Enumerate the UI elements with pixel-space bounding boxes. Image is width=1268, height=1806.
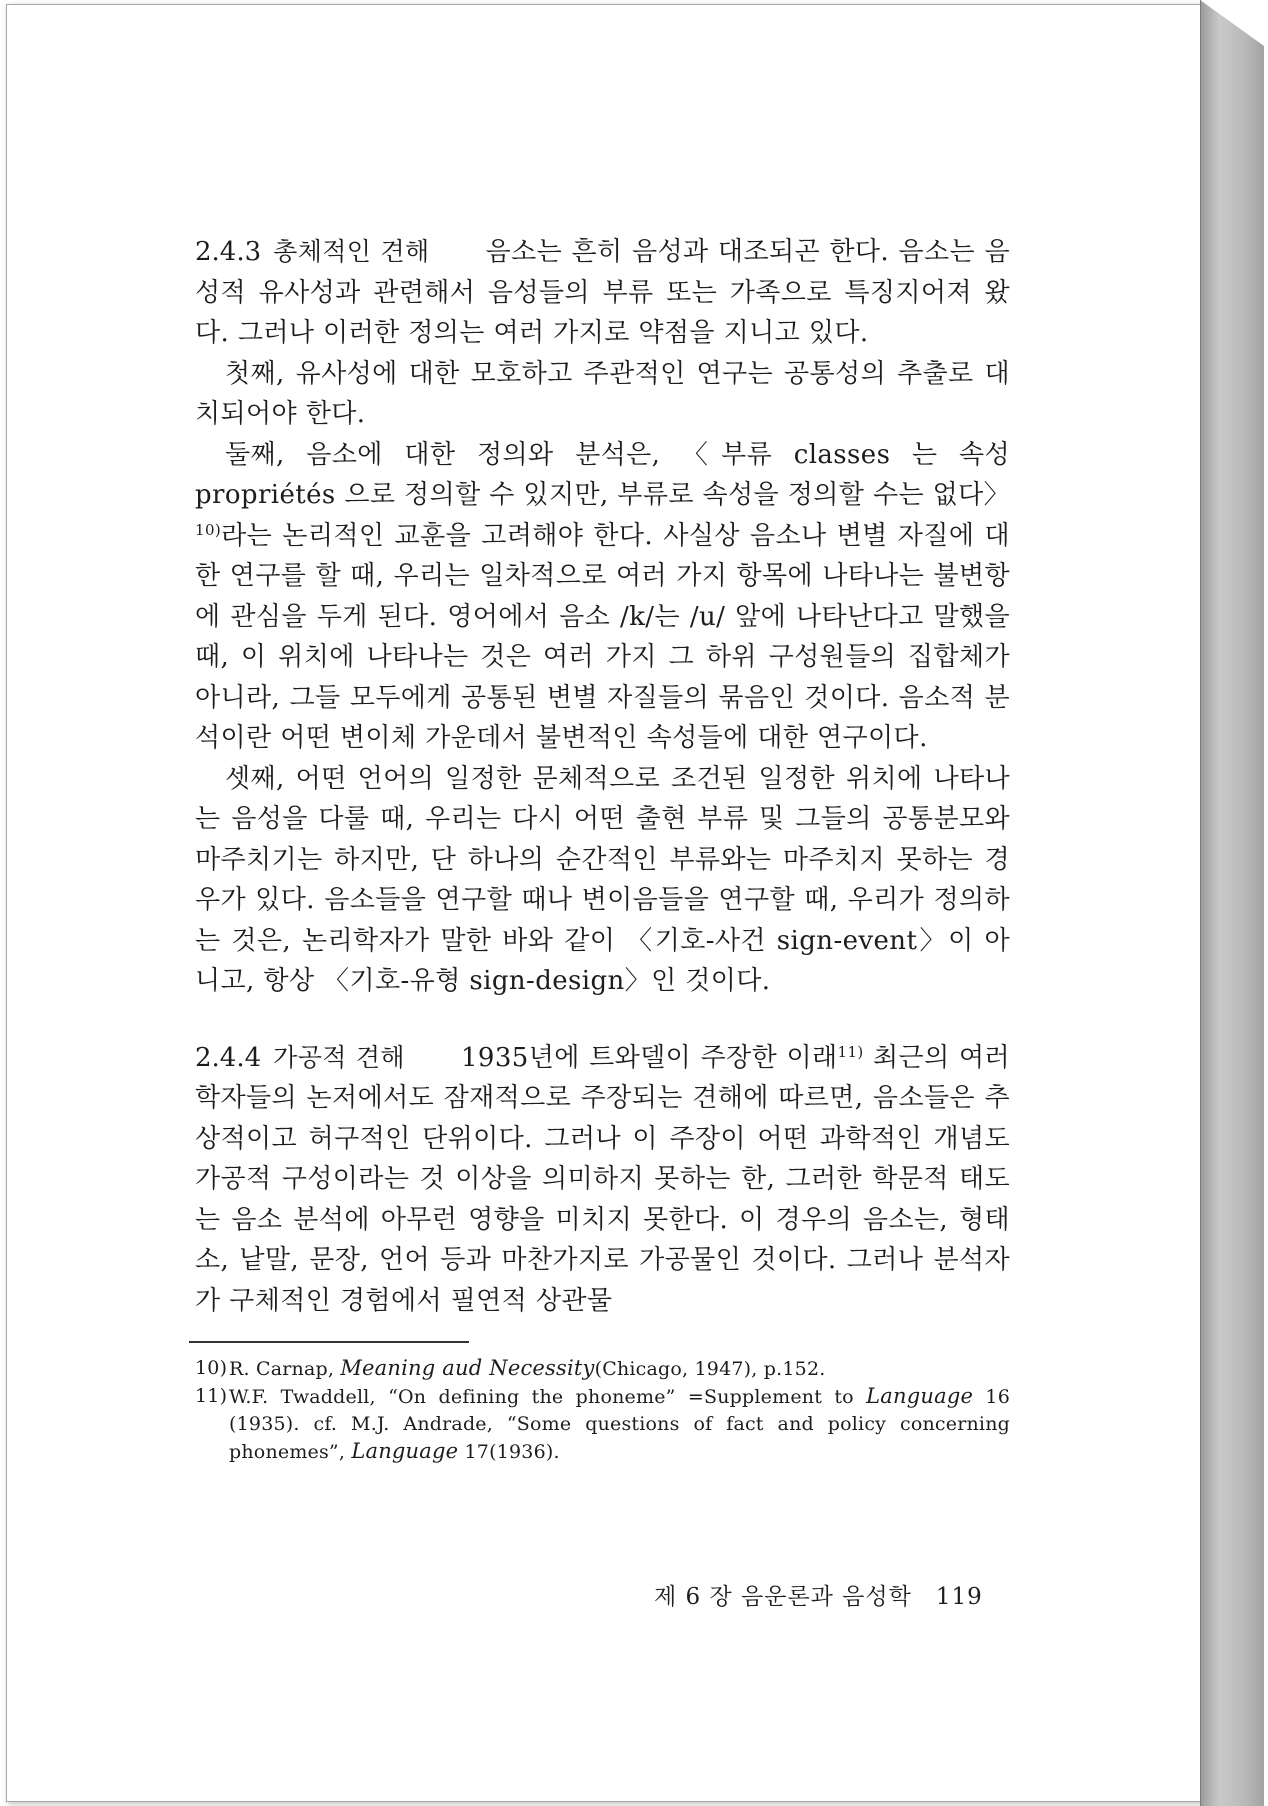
page-number: 119 <box>935 1584 983 1610</box>
paragraph-text: 첫째, 유사성에 대한 모호하고 주관적인 연구는 공통성의 추출로 대치되어야 한다. <box>195 358 1010 429</box>
footnotes <box>195 1355 1010 1466</box>
chapter-title: 제 6 장 음운론과 음성학 <box>654 1584 912 1610</box>
footnote-10 <box>195 1355 1010 1383</box>
footnote-journal: Language <box>866 1384 974 1408</box>
footnote-divider <box>189 1341 469 1343</box>
footnote-11 <box>195 1383 1010 1466</box>
footnote-number: 10) <box>195 1357 228 1379</box>
paragraph-text: 1935년에 트와델이 주장한 이래 <box>460 1042 838 1073</box>
running-footer <box>654 1578 983 1611</box>
section-title: 가공적 견해 <box>273 1042 405 1072</box>
paragraph-second <box>195 435 1010 759</box>
section-2-4-3-para-1 <box>195 232 1010 354</box>
footnote-author: R. Carnap, <box>229 1358 341 1380</box>
footnote-text <box>229 1383 1010 1466</box>
section-number: 2.4.3 <box>195 237 262 267</box>
paragraph-text: 음소는 흔히 음성과 대조되곤 한다. 음소는 음성적 유사성과 관련해서 음성들의 부류 또는 가족으로 특징지어져 왔다. 그러나 이러한 정의는 여러 가지로 약점을 지니고 있다. <box>195 237 1010 348</box>
paragraph-first <box>195 354 1010 435</box>
footnote-citation: 17(1936). <box>458 1441 560 1463</box>
paragraph-text: 셋째, 어떤 언어의 일정한 문체적으로 조건된 일정한 위치에 나타나는 음성을 다룰 때, 우리는 다시 어떤 출현 부류 및 그들의 공통분모와 마주치기는 하지만, 단 하나의 순간적인 부류와는 마주치지 못하는 경우가 있다. 음소들을 연구할 때나 변이음들을 연구할 때, 우리가 정의하는 것은, 논리학자가 말한 바와 같이 〈기호-사건 sign-event〉이 아니고, 항상 〈기호-유형 sign-design〉인 것이다. <box>195 763 1010 996</box>
page-edge-line <box>1200 0 1201 1806</box>
footnote-citation: 16 (1935). cf. M.J. Andrade, “Some questions of fact and policy concerning phonemes”, <box>229 1386 1010 1463</box>
footnote-citation: W.F. Twaddell, “On defining the phoneme” =Supplement to <box>229 1386 867 1408</box>
footnote-ref-11: 11) <box>837 1042 864 1061</box>
page-edge <box>1200 0 1264 1806</box>
paragraph-text: 최근의 여러 학자들의 논저에서도 잠재적으로 주장되는 견해에 따르면, 음소들은 추상적이고 허구적인 단위이다. 그러나 이 주장이 어떤 과학적인 개념도 가공적 구성이라는 것 이상을 의미하지 못하는 한, 그러한 학문적 태도는 음소 분석에 아무런 영향을 미치지 못한다. 이 경우의 음소는, 형태소, 낱말, 문장, 언어 등과 마찬가지로 가공물인 것이다. 그러나 분석자가 구체적인 경험에서 필연적 상관물 <box>195 1042 1010 1316</box>
footnote-number: 11) <box>195 1385 228 1407</box>
footnote-book-title: Meaning aud Necessity <box>340 1356 595 1380</box>
section-2-4-4-para-1 <box>195 1038 1010 1322</box>
paragraph-text: 라는 논리적인 교훈을 고려해야 한다. 사실상 음소나 변별 자질에 대한 연구를 할 때, 우리는 일차적으로 여러 가지 항목에 나타나는 불변항에 관심을 두게 된다. 영어에서 음소 /k/는 /u/ 앞에 나타난다고 말했을 때, 이 위치에 나타나는 것은 여러 가지 그 하위 구성원들의 집합체가 아니라, 그들 모두에게 공통된 변별 자질들의 묶음인 것이다. 음소적 분석이란 어떤 변이체 가운데서 불변적인 속성들에 대한 연구이다. <box>195 520 1010 753</box>
section-number: 2.4.4 <box>195 1042 262 1073</box>
page-content <box>195 232 1010 1466</box>
paragraph-third <box>195 759 1010 1002</box>
section-title: 총체적인 견해 <box>273 237 430 266</box>
section-gap <box>195 1002 1010 1038</box>
footnote-journal: Language <box>351 1439 459 1463</box>
paragraph-text: 둘째, 음소에 대한 정의와 분석은, 〈부류 classes 는 속성 propriétés 으로 정의할 수 있지만, 부류로 속성을 정의할 수는 없다〉 <box>195 439 1011 510</box>
footnote-ref-10: 10) <box>195 520 222 539</box>
footnote-text <box>229 1355 1010 1383</box>
footnote-publication: (Chicago, 1947), p.152. <box>594 1358 826 1380</box>
